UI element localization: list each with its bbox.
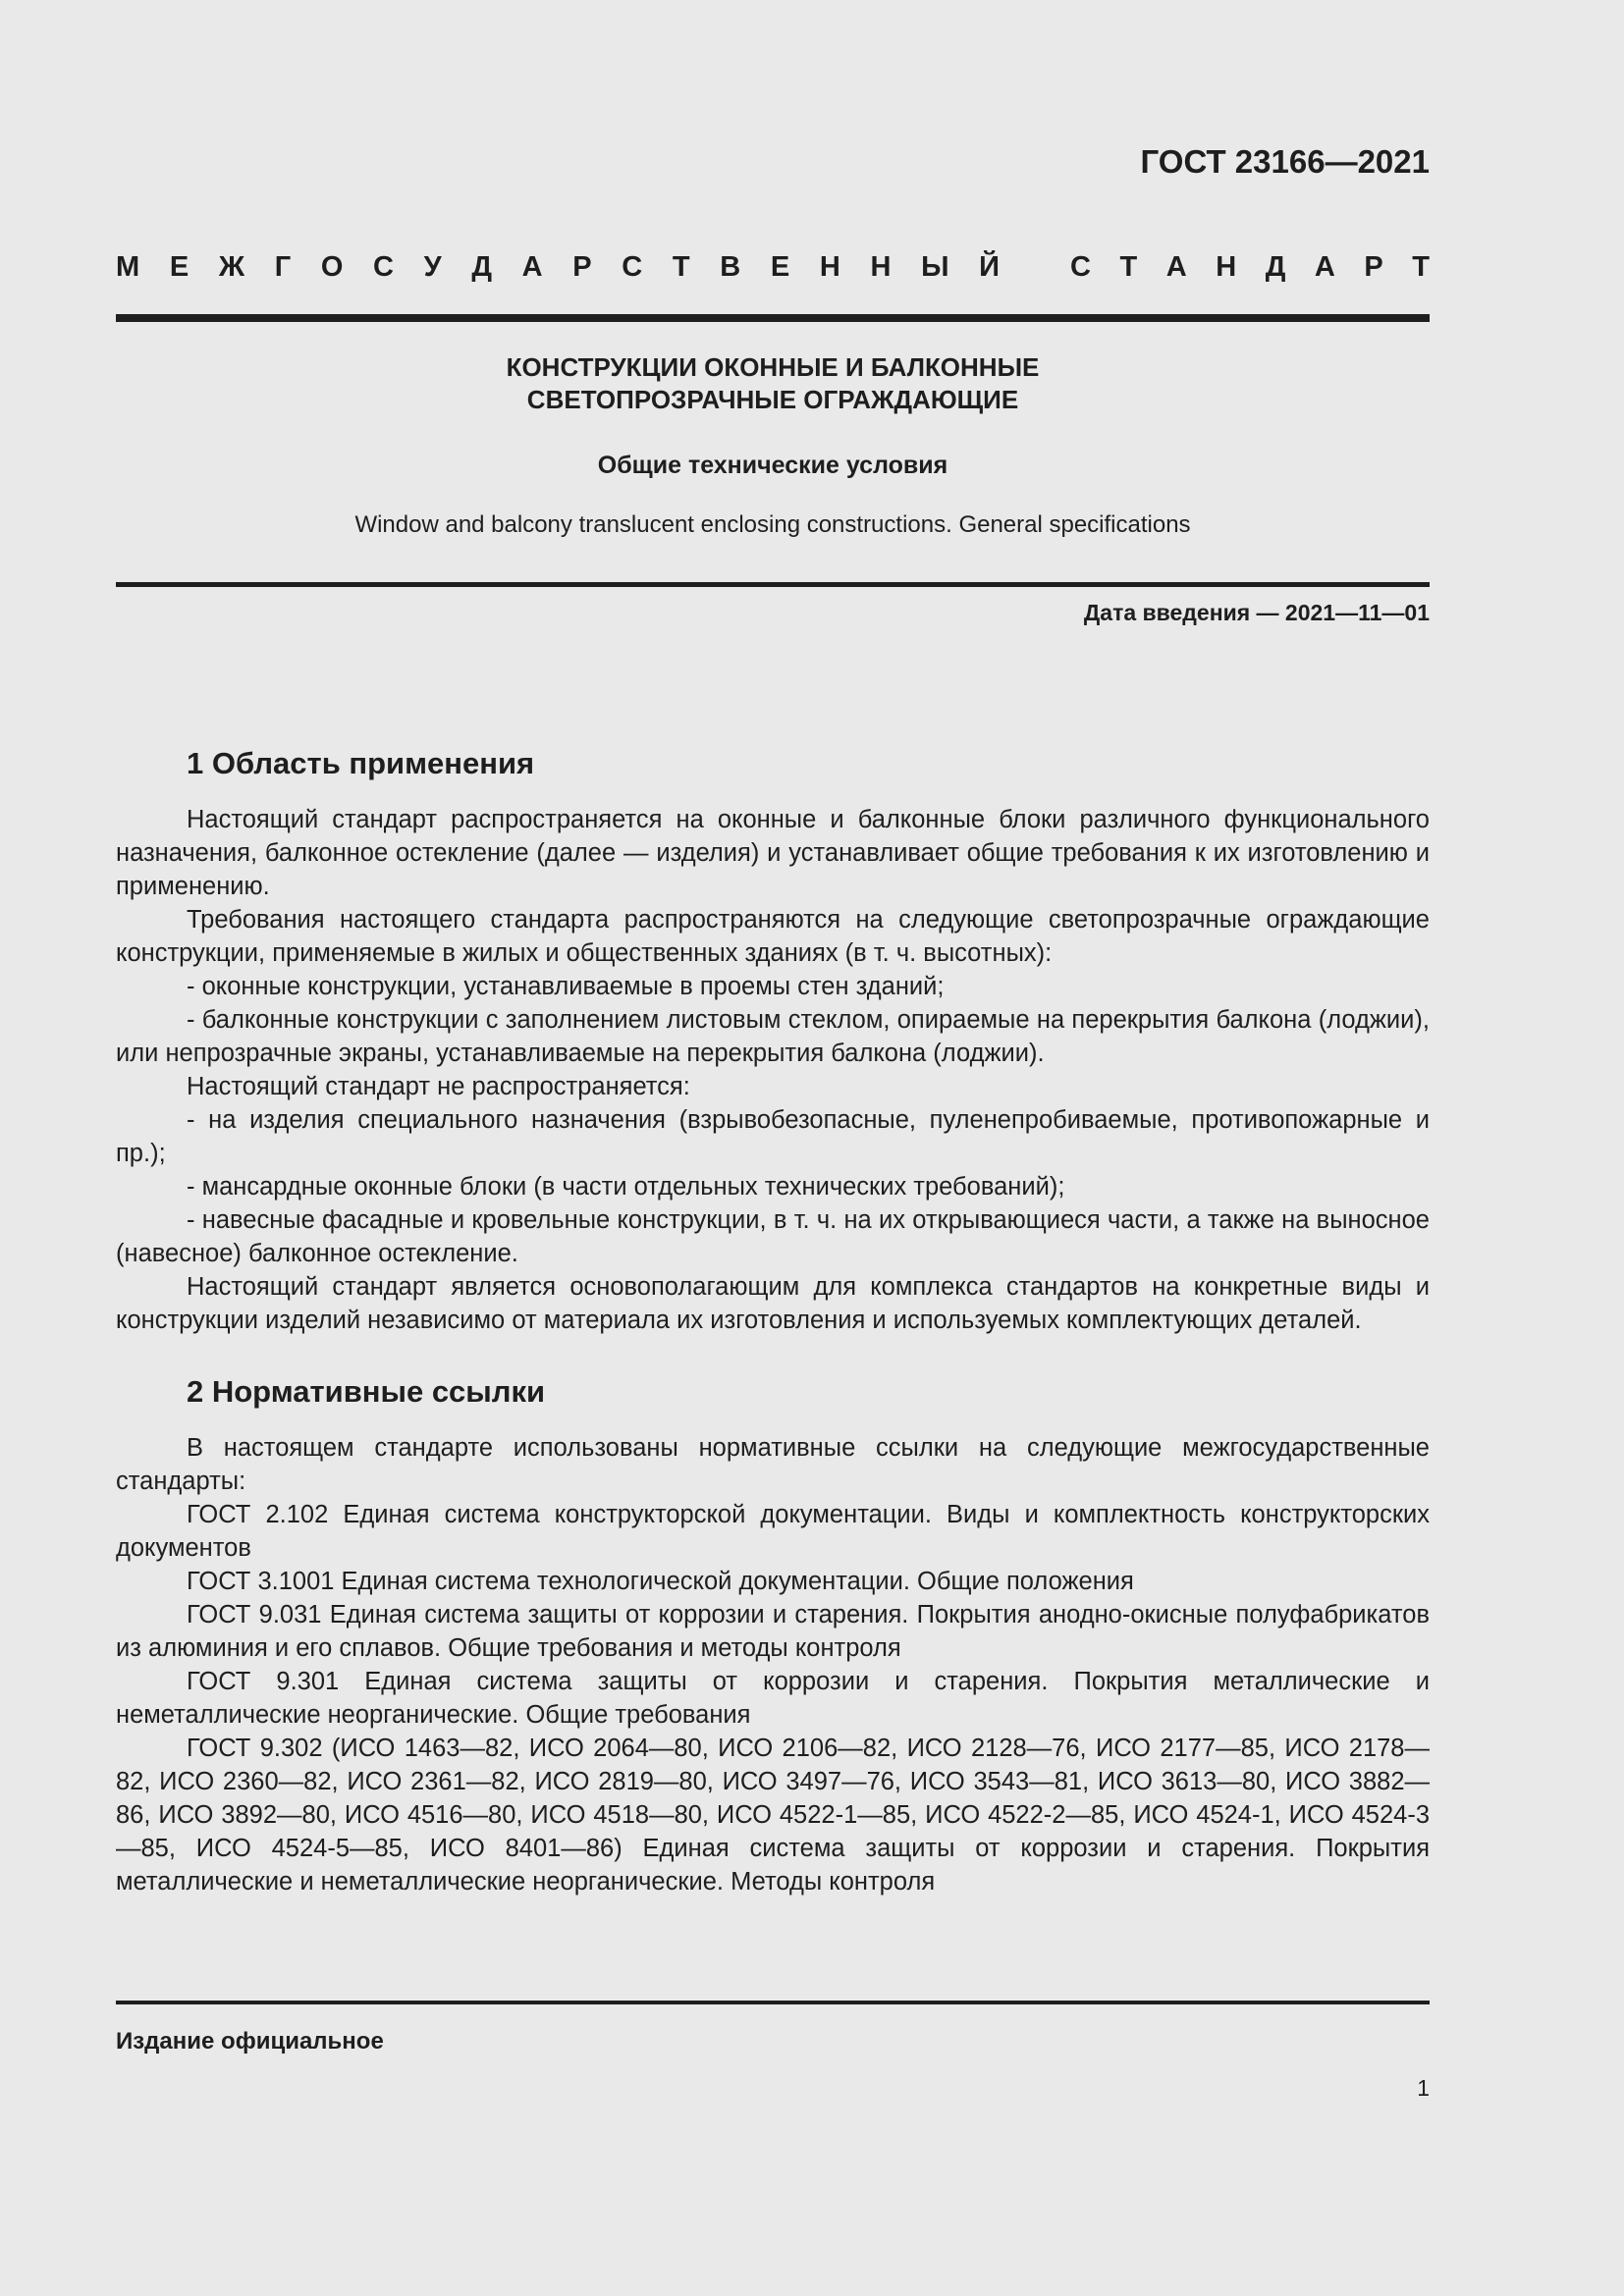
letter: Й (979, 251, 1000, 283)
normative-reference: ГОСТ 9.031 Единая система защиты от коррозии и старения. Покрытия анодно-окисные полуфабрикатов из алюминия и его сплавов. Общие требования и методы контроля (116, 1601, 1430, 1662)
standard-type-word-2 (1070, 251, 1430, 284)
letter: О (320, 251, 344, 283)
footer-divider (116, 2001, 1430, 2004)
letter: Н (819, 251, 840, 283)
letter: С (1070, 251, 1091, 283)
letter: Д (1265, 251, 1286, 283)
letter: Ы (921, 251, 949, 283)
letter: С (622, 251, 643, 283)
section-2-heading: 2 Нормативные ссылки (187, 1374, 546, 1409)
section-1-list-item: - оконные конструкции, устанавливаемые в проемы стен зданий; (187, 973, 945, 1000)
introduction-date: Дата введения — 2021—11—01 (1083, 600, 1430, 625)
title-divider (116, 582, 1430, 587)
official-edition-label: Издание официальное (116, 2028, 384, 2055)
standard-type-word-1 (116, 251, 1000, 284)
letter: Т (1412, 251, 1430, 283)
letter: А (1314, 251, 1335, 283)
header-divider (116, 314, 1430, 322)
title-line-2: СВЕТОПРОЗРАЧНЫЕ ОГРАЖДАЮЩИЕ (526, 385, 1019, 414)
letter: В (720, 251, 741, 283)
page-number: 1 (1417, 2075, 1430, 2101)
section-1-list-item: - на изделия специального назначения (взрывобезопасные, пуленепробиваемые, противопожарные и пр.); (116, 1106, 1430, 1167)
document-body (116, 744, 1430, 1898)
section-1-list-item: - мансардные оконные блоки (в части отдельных технических требований); (187, 1173, 1065, 1201)
letter: Е (169, 251, 189, 283)
letter: М (116, 251, 140, 283)
title-line-1: КОНСТРУКЦИИ ОКОННЫЕ И БАЛКОННЫЕ (506, 352, 1040, 382)
section-1-paragraph: Настоящий стандарт является основополагающим для комплекса стандартов на конкретные виды и конструкции изделий независимо от материала их изготовления и используемых комплектующих деталей. (116, 1273, 1430, 1334)
letter: Н (870, 251, 892, 283)
letter: Г (274, 251, 292, 283)
section-1-paragraph: Настоящий стандарт не распространяется: (187, 1073, 690, 1100)
document-subtitle: Общие технические условия (597, 452, 948, 479)
letter: А (1165, 251, 1187, 283)
section-1-heading: 1 Область применения (187, 746, 535, 780)
document-title (116, 351, 1430, 416)
letter: Ж (218, 251, 245, 283)
letter: Д (471, 251, 493, 283)
section-1-list-item: - навесные фасадные и кровельные конструкции, в т. ч. на их открывающиеся части, а также на выносное (навесное) балконное остекление. (116, 1206, 1430, 1267)
letter: Т (1119, 251, 1138, 283)
section-1-list-item: - балконные конструкции с заполнением листовым стеклом, опираемые на перекрытия балкона (лоджии), или непрозрачные экраны, устанавливаемые на перекрытия балкона (лоджии). (116, 1006, 1430, 1067)
english-title: Window and balcony translucent enclosing constructions. General specifications (354, 511, 1191, 538)
letter: С (373, 251, 394, 283)
normative-reference: ГОСТ 9.301 Единая система защиты от коррозии и старения. Покрытия металлические и неметаллические неорганические. Общие требования (116, 1668, 1430, 1729)
section-1-paragraph: Требования настоящего стандарта распространяются на следующие светопрозрачные ограждающие конструкции, применяемые в жилых и общественных зданиях (в т. ч. высотных): (116, 906, 1430, 967)
letter: У (423, 251, 442, 283)
section-1-paragraph: Настоящий стандарт распространяется на оконные и балконные блоки различного функционального назначения, балконное остекление (далее — изделия) и устанавливает общие требования к их изготовлению и применению. (116, 806, 1430, 900)
normative-reference: ГОСТ 2.102 Единая система конструкторской документации. Виды и комплектность конструкторских документов (116, 1501, 1430, 1562)
document-number: ГОСТ 23166—2021 (1140, 143, 1430, 180)
letter: Т (672, 251, 690, 283)
letter: Р (1364, 251, 1383, 283)
letter: Р (572, 251, 592, 283)
normative-reference: ГОСТ 3.1001 Единая система технологической документации. Общие положения (187, 1568, 1134, 1595)
letter: Е (770, 251, 790, 283)
section-2-paragraph: В настоящем стандарте использованы нормативные ссылки на следующие межгосударственные стандарты: (116, 1434, 1430, 1495)
letter: А (521, 251, 543, 283)
normative-reference: ГОСТ 9.302 (ИСО 1463—82, ИСО 2064—80, ИСО 2106—82, ИСО 2128—76, ИСО 2177—85, ИСО 2178—82, ИСО 2360—82, ИСО 2361—82, ИСО 2819—80, ИСО 3497—76, ИСО 3543—81, ИСО 3613—80, ИСО 3882—86, ИСО 3892—80, ИСО 4516—80, ИСО 4518—80, ИСО 4522-1—85, ИСО 4522-2—85, ИСО 4524-1, ИСО 4524-3—85, ИСО 4524-5—85, ИСО 8401—86) Единая система защиты от коррозии и старения. Покрытия металлические и неметаллические неорганические. Методы контроля (116, 1735, 1430, 1896)
standard-type-banner (116, 251, 1430, 284)
letter: Н (1216, 251, 1237, 283)
